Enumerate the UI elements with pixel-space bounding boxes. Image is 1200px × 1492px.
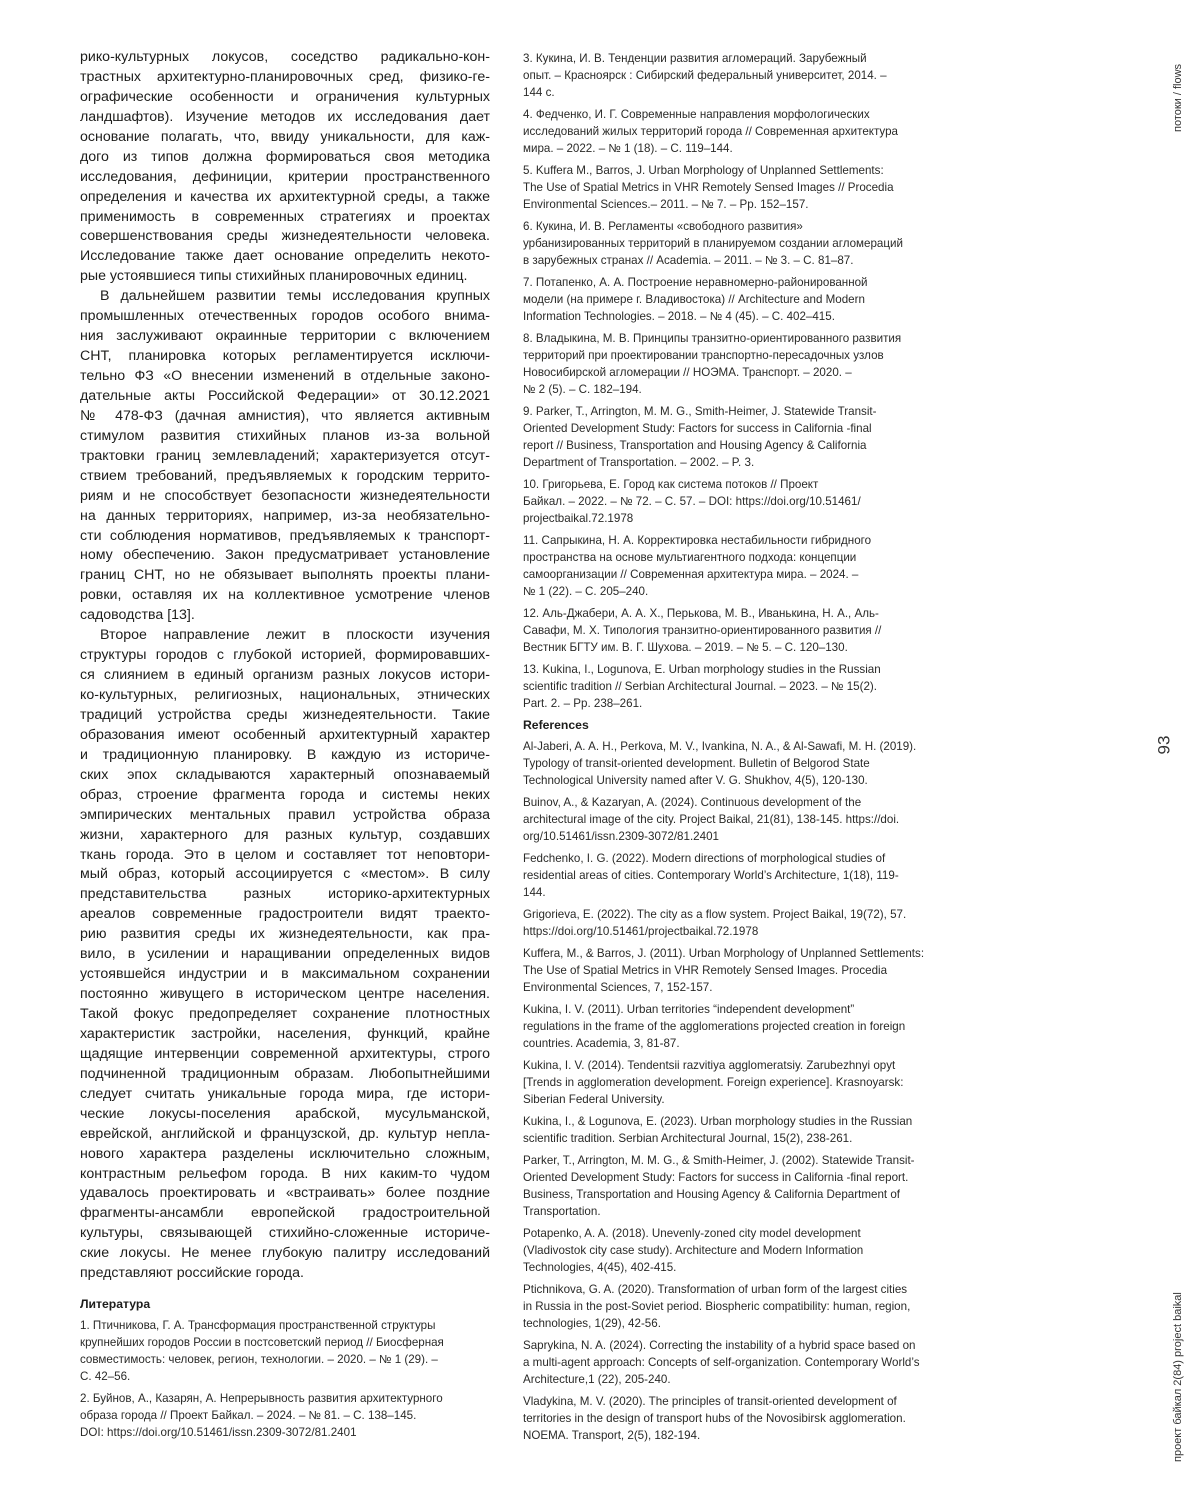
text-line: дого из типов должна формироваться своя методика [80, 148, 490, 168]
reference-line: самоорганизации // Современная архитектура мира. – 2024. – [523, 566, 943, 583]
reference-line: в зарубежных странах // Academia. – 2011. – № 3. – С. 81–87. [523, 252, 943, 269]
reference-line: Buinov, A., & Kazaryan, A. (2024). Continuous development of the [523, 794, 943, 811]
text-line: ствием требований, предъявляемых к городским террито- [80, 467, 490, 487]
text-line: сти соблюдения нормативов, предъявляемых к транспорт- [80, 527, 490, 547]
text-line: В дальнейшем развитии темы исследования крупных [80, 287, 490, 307]
text-line: щадящие интервенции современной архитектуры, строго [80, 1045, 490, 1065]
text-line: СНТ, планировка которых регламентируется исключи- [80, 347, 490, 367]
reference-line: Saprykina, N. A. (2024). Correcting the instability of a hybrid space based on [523, 1337, 943, 1354]
text-line: фрагменты-ансамбли европейской градостроительной [80, 1204, 490, 1224]
text-line: применимость в современных стратегиях и проектах [80, 208, 490, 228]
journal-label: проект байкал 2(84) project baikal [1172, 1292, 1184, 1462]
reference-line: пространства на основе мультиагентного подхода: концепции [523, 549, 943, 566]
reference-line: образа города // Проект Байкал. – 2024. – № 81. – С. 138–145. [80, 1407, 500, 1424]
text-line: определения и качества их архитектурной среды, а также [80, 188, 490, 208]
reference-item [523, 1001, 943, 1052]
reference-line: № 1 (22). – С. 205–240. [523, 583, 943, 600]
text-line: трастных архитектурно-планировочных сред, физико-ге- [80, 68, 490, 88]
section-label: потоки / flows [1172, 64, 1184, 132]
reference-line: урбанизированных территорий в планируемом создании агломераций [523, 235, 943, 252]
reference-line: Kuffera, M., & Barros, J. (2011). Urban Morphology of Unplanned Settlements: [523, 945, 943, 962]
literature-section [80, 1296, 500, 1446]
reference-line: org/10.51461/issn.2309-3072/81.2401 [523, 828, 943, 845]
reference-line: Vladykina, M. V. (2020). The principles of transit-oriented development of [523, 1393, 943, 1410]
reference-line: 144. [523, 884, 943, 901]
reference-line: regulations in the frame of the agglomerations projected creation in foreign [523, 1018, 943, 1035]
text-line: удавалось проектировать и «встраивать» более поздние [80, 1184, 490, 1204]
reference-line: The Use of Spatial Metrics in VHR Remotely Sensed Images. Procedia [523, 962, 943, 979]
reference-line: Fedchenko, I. G. (2022). Modern directions of morphological studies of [523, 850, 943, 867]
text-line: промышленных отечественных городов особого внима- [80, 307, 490, 327]
reference-line: The Use of Spatial Metrics in VHR Remotely Sensed Images // Procedia [523, 179, 943, 196]
reference-item [523, 850, 943, 901]
reference-line: 12. Аль-Джабери, А. А. Х., Перькова, М. В., Иванькина, Н. А., Аль- [523, 605, 943, 622]
reference-line: Kukina, I. V. (2014). Tendentsii razvitiya agglomeratsiy. Zarubezhnyi opyt [523, 1057, 943, 1074]
text-line: ландшафтов). Изучение методов их исследования дает [80, 108, 490, 128]
right-column [523, 50, 943, 1449]
reference-line: Environmental Sciences, 7, 152-157. [523, 979, 943, 996]
text-line: на данных территориях, например, из-за необязательно- [80, 507, 490, 527]
text-line: рико-культурных локусов, соседство радикально-кон- [80, 48, 490, 68]
reference-line: residential areas of cities. Contemporary World’s Architecture, 1(18), 119- [523, 867, 943, 884]
reference-item [523, 50, 943, 101]
literature-heading: Литература [80, 1296, 500, 1313]
text-line: ческие локусы-поселения арабской, мусульманской, [80, 1105, 490, 1125]
reference-line: Kukina, I. V. (2011). Urban territories “independent development” [523, 1001, 943, 1018]
paragraph [80, 287, 490, 626]
reference-line: Transportation. [523, 1203, 943, 1220]
references-list [523, 738, 943, 1444]
text-line: Такой фокус предопределяет сохранение плотностных [80, 1005, 490, 1025]
text-line: вило, в усилении и наращивании определенных видов [80, 945, 490, 965]
reference-line: Al-Jaberi, A. A. H., Perkova, M. V., Ivankina, N. A., & Al-Sawafi, M. H. (2019). [523, 738, 943, 755]
reference-line: Siberian Federal University. [523, 1091, 943, 1108]
text-line: стимулом развития стихийных планов из-за вольной [80, 427, 490, 447]
reference-line: Architecture,1 (22), 205-240. [523, 1371, 943, 1388]
reference-item [523, 945, 943, 996]
reference-line: Technologies, 4(45), 402-415. [523, 1259, 943, 1276]
text-line: исследования, дефиниции, критерии пространственного [80, 168, 490, 188]
text-line: ских эпох складываются характерный опознаваемый [80, 766, 490, 786]
reference-line: 1. Птичникова, Г. А. Трансформация пространственной структуры [80, 1317, 500, 1334]
reference-line: Kukina, I., & Logunova, E. (2023). Urban morphology studies in the Russian [523, 1113, 943, 1130]
text-line: эмпирических ментальных правил устройства образа [80, 806, 490, 826]
reference-item [523, 1152, 943, 1220]
text-line: традиций устройства среды жизнедеятельности. Такие [80, 706, 490, 726]
reference-line: NOEMA. Transport, 2(5), 182-194. [523, 1427, 943, 1444]
reference-line: 9. Parker, T., Arrington, M. M. G., Smith-Heimer, J. Statewide Transit- [523, 403, 943, 420]
paragraph [80, 48, 490, 287]
reference-line: Савафи, М. Х. Типология транзитно-ориентированного развития // [523, 622, 943, 639]
reference-line: Part. 2. – Pp. 238–261. [523, 695, 943, 712]
text-line: и традиционную планировку. В каждую из историче- [80, 746, 490, 766]
reference-line: 144 с. [523, 84, 943, 101]
reference-item [523, 1225, 943, 1276]
reference-line: 8. Владыкина, М. В. Принципы транзитно-ориентированного развития [523, 330, 943, 347]
reference-line: scientific tradition // Serbian Architectural Journal. – 2023. – № 15(2). [523, 678, 943, 695]
reference-line: № 2 (5). – С. 182–194. [523, 381, 943, 398]
reference-line: 11. Сапрыкина, Н. А. Корректировка нестабильности гибридного [523, 532, 943, 549]
reference-line: in Russia in the post-Soviet period. Biospheric compatibility: human, region, [523, 1298, 943, 1315]
reference-line: опыт. – Красноярск : Сибирский федеральный университет, 2014. – [523, 67, 943, 84]
text-line: представительства разных историко-архитектурных [80, 885, 490, 905]
text-line: образования имеют особенный архитектурный характер [80, 726, 490, 746]
reference-item [523, 1281, 943, 1332]
reference-line: 5. Kuffera M., Barros, J. Urban Morphology of Unplanned Settlements: [523, 162, 943, 179]
reference-item [523, 794, 943, 845]
reference-line: technologies, 1(29), 42-56. [523, 1315, 943, 1332]
text-line: № 478-ФЗ (дачная амнистия), что является активным [80, 407, 490, 427]
text-line: ографические особенности и ограничения культурных [80, 88, 490, 108]
reference-item [523, 906, 943, 940]
text-line: ткань города. Это в целом и составляет тот неповтори- [80, 846, 490, 866]
text-line: тельно ФЗ «О внесении изменений в отдельные законо- [80, 367, 490, 387]
reference-line: 13. Kukina, I., Logunova, E. Urban morphology studies in the Russian [523, 661, 943, 678]
reference-line: Новосибирской агломерации // НОЭМА. Транспорт. – 2020. – [523, 364, 943, 381]
reference-line: мира. – 2022. – № 1 (18). – С. 119–144. [523, 140, 943, 157]
text-line: ровки, оставляя их на коллективное усмотрение членов [80, 586, 490, 606]
text-line: образ, строение фрагмента города и системы неких [80, 786, 490, 806]
text-line: структуры городов с глубокой историей, формировавших- [80, 646, 490, 666]
text-line: подчиненной традиционным образам. Любопытнейшими [80, 1065, 490, 1085]
reference-line: Technological University named after V. G. Shukhov, 4(5), 120-130. [523, 772, 943, 789]
reference-item [523, 274, 943, 325]
reference-line: Department of Transportation. – 2002. – P. 3. [523, 454, 943, 471]
text-line: рые устоявшиеся типы стихийных планировочных единиц. [80, 267, 490, 287]
reference-line: Parker, T., Arrington, M. M. G., & Smith-Heimer, J. (2002). Statewide Transit- [523, 1152, 943, 1169]
reference-line: Ptichnikova, G. A. (2020). Transformation of urban form of the largest cities [523, 1281, 943, 1298]
reference-item [80, 1317, 500, 1385]
reference-line: крупнейших городов России в постсоветский период // Биосферная [80, 1334, 500, 1351]
reference-item [523, 1337, 943, 1388]
reference-item [523, 218, 943, 269]
reference-line: countries. Academia, 3, 81-87. [523, 1035, 943, 1052]
reference-line: 7. Потапенко, А. А. Построение неравномерно-районированной [523, 274, 943, 291]
text-line: следует считать уникальные города мира, где истори- [80, 1085, 490, 1105]
reference-item [523, 1393, 943, 1444]
text-line: характеристик застройки, населения, функций, крайне [80, 1025, 490, 1045]
reference-line: Oriented Development Study: Factors for success in California -final [523, 420, 943, 437]
reference-line: Байкал. – 2022. – № 72. – С. 57. – DOI: https://doi.org/10.51461/ [523, 493, 943, 510]
text-line: границ СНТ, но не обязывает выполнять проекты плани- [80, 566, 490, 586]
text-line: контрастным рельефом города. В них каким-то чудом [80, 1165, 490, 1185]
text-line: риям и не способствует безопасности жизнедеятельности [80, 487, 490, 507]
text-line: совершенствования среды жизнедеятельности человека. [80, 227, 490, 247]
text-line: трактовки границ землевладений; характеризуется отсут- [80, 447, 490, 467]
reference-line: Oriented Development Study: Factors for success in California -final report. [523, 1169, 943, 1186]
reference-item [80, 1390, 500, 1441]
text-line: рию развития среды их жизнедеятельности, как пра- [80, 925, 490, 945]
body-text [80, 48, 490, 1284]
literature-list [80, 1317, 500, 1441]
reference-line: 4. Федченко, И. Г. Современные направления морфологических [523, 106, 943, 123]
text-line: ские локусы. Не менее глубокую палитру исследований [80, 1244, 490, 1264]
text-line: Второе направление лежит в плоскости изучения [80, 626, 490, 646]
text-line: жизни, характерного для разных культур, создавших [80, 826, 490, 846]
reference-item [523, 106, 943, 157]
text-line: культуры, связывающей стихийно-сложенные историче- [80, 1224, 490, 1244]
reference-item [523, 661, 943, 712]
reference-line: 6. Кукина, И. В. Регламенты «свободного развития» [523, 218, 943, 235]
reference-line: 10. Григорьева, Е. Город как система потоков // Проект [523, 476, 943, 493]
reference-line: Potapenko, A. A. (2018). Unevenly-zoned city model development [523, 1225, 943, 1242]
text-line: основание полагать, что, ввиду уникальности, для каж- [80, 128, 490, 148]
reference-line: модели (на примере г. Владивостока) // Architecture and Modern [523, 291, 943, 308]
text-line: ния заслуживают окраинные территории с включением [80, 327, 490, 347]
reference-line: architectural image of the city. Project Baikal, 21(81), 138-145. https://doi. [523, 811, 943, 828]
reference-item [523, 532, 943, 600]
text-line: мый образ, который ассоциируется с «местом». В силу [80, 865, 490, 885]
reference-line: a multi-agent approach: Concepts of self-organization. Contemporary World’s [523, 1354, 943, 1371]
text-line: дательные акты Российской Федерации» от 30.12.2021 [80, 387, 490, 407]
reference-line: (Vladivostok city case study). Architecture and Modern Information [523, 1242, 943, 1259]
text-line: Исследование также дает основание определить некото- [80, 247, 490, 267]
reference-item [523, 476, 943, 527]
reference-item [523, 1113, 943, 1147]
reference-item [523, 605, 943, 656]
reference-line: scientific tradition. Serbian Architectural Journal, 15(2), 238-261. [523, 1130, 943, 1147]
reference-line: Grigorieva, E. (2022). The city as a flow system. Project Baikal, 19(72), 57. [523, 906, 943, 923]
paragraph [80, 626, 490, 1284]
reference-item [523, 330, 943, 398]
reference-line: территорий при проектировании транспортно-пересадочных узлов [523, 347, 943, 364]
text-line: садоводства [13]. [80, 606, 490, 626]
reference-item [523, 162, 943, 213]
reference-line: Typology of transit-oriented development. Bulletin of Belgorod State [523, 755, 943, 772]
text-line: ся слиянием в единый организм разных локусов истори- [80, 666, 490, 686]
reference-line: Information Technologies. – 2018. – № 4 (45). – С. 402–415. [523, 308, 943, 325]
text-line: ко-культурных, религиозных, национальных, этнических [80, 686, 490, 706]
reference-line: Business, Transportation and Housing Agency & California Department of [523, 1186, 943, 1203]
literature-list-continued [523, 50, 943, 712]
text-line: ареалов современные градостроители видят траекто- [80, 905, 490, 925]
text-line: постоянно живущего в историческом центре населения. [80, 985, 490, 1005]
reference-line: https://doi.org/10.51461/projectbaikal.72.1978 [523, 923, 943, 940]
text-line: представляют российские города. [80, 1264, 490, 1284]
reference-line: совместимость: человек, регион, технологии. – 2020. – № 1 (29). – [80, 1351, 500, 1368]
text-line: устоявшейся индустрии и в максимальном сохранении [80, 965, 490, 985]
reference-line: projectbaikal.72.1978 [523, 510, 943, 527]
reference-line: DOI: https://doi.org/10.51461/issn.2309-3072/81.2401 [80, 1424, 500, 1441]
reference-line: С. 42–56. [80, 1368, 500, 1385]
reference-line: territories in the design of transport hubs of the Novosibirsk agglomeration. [523, 1410, 943, 1427]
reference-item [523, 403, 943, 471]
reference-line: исследований жилых территорий города // Современная архитектура [523, 123, 943, 140]
reference-line: 2. Буйнов, А., Казарян, А. Непрерывность развития архитектурного [80, 1390, 500, 1407]
page-number: 93 [1154, 736, 1174, 755]
references-heading: References [523, 717, 943, 734]
text-line: ному обеспечению. Закон предусматривает установление [80, 546, 490, 566]
reference-item [523, 738, 943, 789]
reference-line: 3. Кукина, И. В. Тенденции развития агломераций. Зарубежный [523, 50, 943, 67]
text-line: еврейской, английской и французской, др. культур непла- [80, 1125, 490, 1145]
reference-line: report // Business, Transportation and Housing Agency & California [523, 437, 943, 454]
reference-line: Environmental Sciences.– 2011. – № 7. – Pp. 152–157. [523, 196, 943, 213]
text-line: нового характера разделены исключительно сложным, [80, 1145, 490, 1165]
reference-line: [Trends in agglomeration development. Foreign experience]. Krasnoyarsk: [523, 1074, 943, 1091]
reference-item [523, 1057, 943, 1108]
reference-line: Вестник БГТУ им. В. Г. Шухова. – 2019. – № 5. – С. 120–130. [523, 639, 943, 656]
